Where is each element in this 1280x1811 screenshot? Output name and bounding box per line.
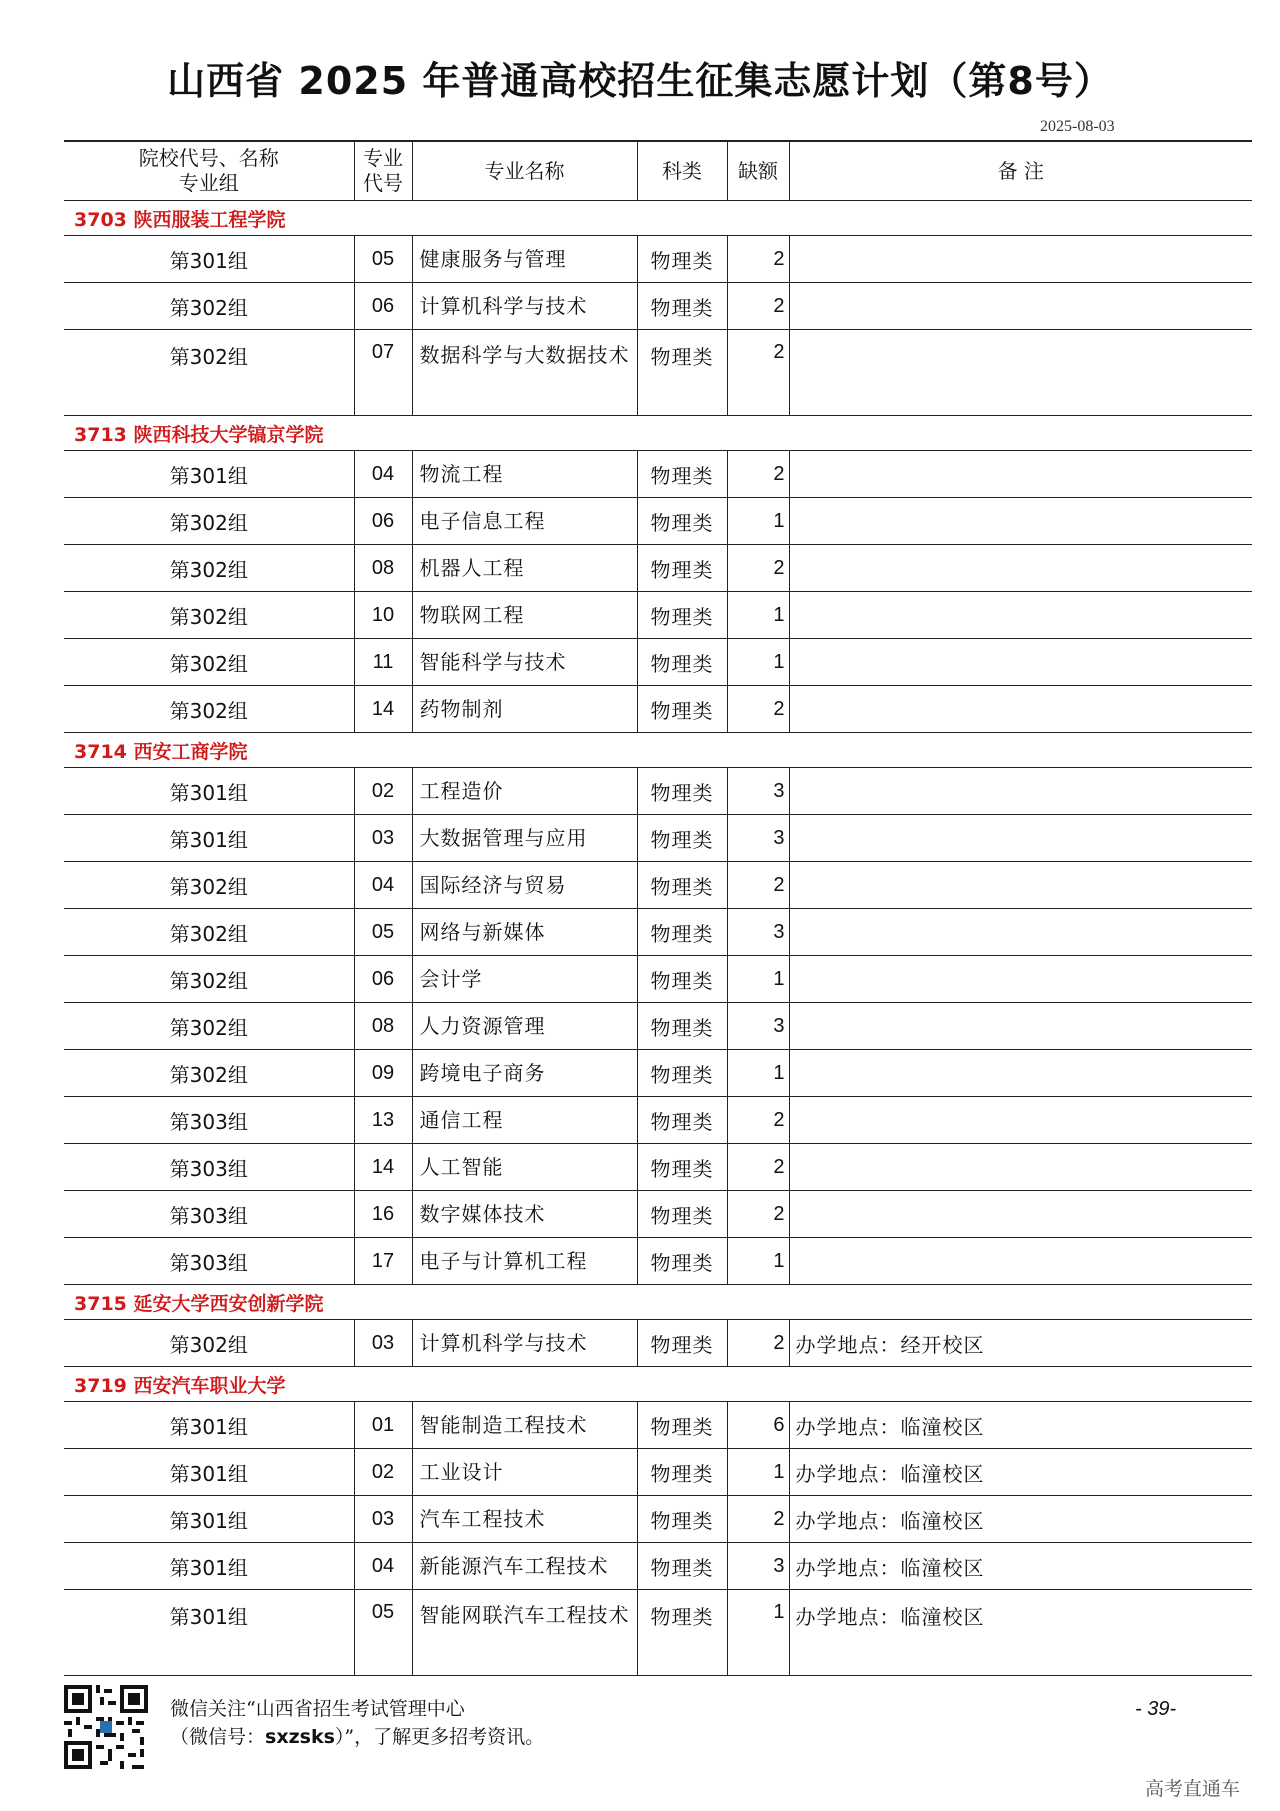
major-name-cell: 计算机科学与技术: [412, 1320, 637, 1367]
note-cell: [789, 545, 1252, 592]
major-name-cell: 计算机科学与技术: [412, 283, 637, 330]
major-name-cell: 电子与计算机工程: [412, 1238, 637, 1285]
vacancy-cell: 1: [727, 1590, 789, 1676]
school-section-header: [64, 733, 1252, 768]
vacancy-cell: 3: [727, 1003, 789, 1050]
table-row: [64, 283, 1252, 330]
major-name-cell: 数据科学与大数据技术: [412, 330, 637, 416]
note-cell: 办学地点：临潼校区: [789, 1449, 1252, 1496]
table-row: [64, 639, 1252, 686]
vacancy-cell: 1: [727, 1238, 789, 1285]
group-cell: 第301组: [64, 236, 354, 283]
major-name-cell: 数字媒体技术: [412, 1191, 637, 1238]
vacancy-cell: 2: [727, 1320, 789, 1367]
group-cell: 第302组: [64, 545, 354, 592]
major-code-cell: 06: [354, 498, 412, 545]
table-row: [64, 1543, 1252, 1590]
note-cell: [789, 686, 1252, 733]
major-code-cell: 09: [354, 1050, 412, 1097]
note-cell: [789, 283, 1252, 330]
note-cell: 办学地点：临潼校区: [789, 1496, 1252, 1543]
table-row: [64, 1003, 1252, 1050]
header-school-line1: 院校代号、名称: [138, 146, 279, 170]
major-name-cell: 智能科学与技术: [412, 639, 637, 686]
group-cell: 第303组: [64, 1097, 354, 1144]
note-cell: [789, 498, 1252, 545]
table-row: [64, 1144, 1252, 1191]
major-name-cell: 人工智能: [412, 1144, 637, 1191]
category-cell: 物理类: [637, 956, 727, 1003]
table-row: [64, 768, 1252, 815]
major-code-cell: 02: [354, 768, 412, 815]
category-cell: 物理类: [637, 1238, 727, 1285]
table-row: [64, 1238, 1252, 1285]
note-cell: [789, 1191, 1252, 1238]
vacancy-cell: 2: [727, 1191, 789, 1238]
table-row: [64, 862, 1252, 909]
major-code-cell: 14: [354, 1144, 412, 1191]
category-cell: 物理类: [637, 283, 727, 330]
major-name-cell: 电子信息工程: [412, 498, 637, 545]
major-name-cell: 药物制剂: [412, 686, 637, 733]
header-school: [64, 141, 354, 201]
table-row: [64, 1496, 1252, 1543]
note-cell: [789, 1003, 1252, 1050]
note-cell: [789, 592, 1252, 639]
vacancy-cell: 2: [727, 686, 789, 733]
group-cell: 第301组: [64, 1496, 354, 1543]
table-header-row: [64, 141, 1252, 201]
major-code-cell: 11: [354, 639, 412, 686]
major-name-cell: 工程造价: [412, 768, 637, 815]
vacancy-cell: 1: [727, 1449, 789, 1496]
table-row: [64, 909, 1252, 956]
vacancy-cell: 3: [727, 909, 789, 956]
category-cell: 物理类: [637, 498, 727, 545]
category-cell: 物理类: [637, 909, 727, 956]
category-cell: 物理类: [637, 1003, 727, 1050]
group-cell: 第301组: [64, 451, 354, 498]
group-cell: 第302组: [64, 1003, 354, 1050]
major-code-cell: 06: [354, 956, 412, 1003]
vacancy-cell: 2: [727, 330, 789, 416]
major-name-cell: 新能源汽车工程技术: [412, 1543, 637, 1590]
page-title: 山西省 2025 年普通高校招生征集志愿计划（第8号）: [167, 59, 1113, 103]
major-name-cell: 汽车工程技术: [412, 1496, 637, 1543]
major-name-cell: 智能制造工程技术: [412, 1402, 637, 1449]
watermark: 高考直通车: [1145, 1778, 1241, 1800]
table-row: [64, 498, 1252, 545]
category-cell: 物理类: [637, 236, 727, 283]
major-code-cell: 17: [354, 1238, 412, 1285]
major-code-cell: 03: [354, 1496, 412, 1543]
vacancy-cell: 2: [727, 862, 789, 909]
major-name-cell: 通信工程: [412, 1097, 637, 1144]
publish-date: 2025-08-03: [1040, 118, 1115, 135]
major-name-cell: 智能网联汽车工程技术: [412, 1590, 637, 1676]
page-number: - 39-: [1135, 1698, 1177, 1720]
major-code-cell: 01: [354, 1402, 412, 1449]
group-cell: 第302组: [64, 330, 354, 416]
major-code-cell: 04: [354, 1543, 412, 1590]
vacancy-cell: 2: [727, 545, 789, 592]
major-name-cell: 机器人工程: [412, 545, 637, 592]
category-cell: 物理类: [637, 639, 727, 686]
group-cell: 第302组: [64, 686, 354, 733]
table-row: [64, 451, 1252, 498]
major-name-cell: 国际经济与贸易: [412, 862, 637, 909]
note-cell: [789, 862, 1252, 909]
category-cell: 物理类: [637, 768, 727, 815]
table-row: [64, 1320, 1252, 1367]
major-code-cell: 05: [354, 909, 412, 956]
header-code-line1: 专业: [363, 146, 403, 170]
table-row: [64, 1050, 1252, 1097]
major-code-cell: 08: [354, 1003, 412, 1050]
major-code-cell: 05: [354, 236, 412, 283]
vacancy-cell: 3: [727, 815, 789, 862]
footer-line2-prefix: （微信号：: [170, 1726, 266, 1748]
major-code-cell: 02: [354, 1449, 412, 1496]
vacancy-cell: 2: [727, 283, 789, 330]
group-cell: 第302组: [64, 592, 354, 639]
group-cell: 第302组: [64, 498, 354, 545]
note-cell: [789, 330, 1252, 416]
group-cell: 第301组: [64, 768, 354, 815]
group-cell: 第302组: [64, 862, 354, 909]
group-cell: 第303组: [64, 1238, 354, 1285]
group-cell: 第302组: [64, 1050, 354, 1097]
group-cell: 第302组: [64, 639, 354, 686]
vacancy-cell: 2: [727, 1144, 789, 1191]
school-name: 3715 延安大学西安创新学院: [64, 1285, 1252, 1320]
note-cell: [789, 909, 1252, 956]
note-cell: [789, 1144, 1252, 1191]
header-code-line2: 代号: [363, 171, 403, 195]
note-cell: 办学地点：临潼校区: [789, 1402, 1252, 1449]
major-code-cell: 10: [354, 592, 412, 639]
vacancy-cell: 2: [727, 236, 789, 283]
major-code-cell: 13: [354, 1097, 412, 1144]
group-cell: 第303组: [64, 1144, 354, 1191]
major-code-cell: 16: [354, 1191, 412, 1238]
table-row: [64, 1191, 1252, 1238]
vacancy-cell: 2: [727, 1496, 789, 1543]
major-code-cell: 03: [354, 1320, 412, 1367]
category-cell: 物理类: [637, 862, 727, 909]
table-row: [64, 330, 1252, 416]
category-cell: 物理类: [637, 1543, 727, 1590]
major-code-cell: 04: [354, 862, 412, 909]
category-cell: 物理类: [637, 1144, 727, 1191]
group-cell: 第301组: [64, 1590, 354, 1676]
group-cell: 第302组: [64, 956, 354, 1003]
major-name-cell: 大数据管理与应用: [412, 815, 637, 862]
note-cell: [789, 956, 1252, 1003]
category-cell: 物理类: [637, 1050, 727, 1097]
header-school-line2: 专业组: [178, 171, 239, 195]
table-row: [64, 236, 1252, 283]
group-cell: 第301组: [64, 1543, 354, 1590]
category-cell: 物理类: [637, 1402, 727, 1449]
note-cell: 办学地点：临潼校区: [789, 1590, 1252, 1676]
major-code-cell: 08: [354, 545, 412, 592]
major-name-cell: 工业设计: [412, 1449, 637, 1496]
school-section-header: [64, 1367, 1252, 1402]
header-vacancy: 缺额: [727, 141, 789, 201]
table-row: [64, 1097, 1252, 1144]
note-cell: [789, 1238, 1252, 1285]
table-row: [64, 1590, 1252, 1676]
header-code: [354, 141, 412, 201]
school-name: 3714 西安工商学院: [64, 733, 1252, 768]
note-cell: [789, 1097, 1252, 1144]
table-row: [64, 956, 1252, 1003]
major-code-cell: 05: [354, 1590, 412, 1676]
vacancy-cell: 1: [727, 1050, 789, 1097]
category-cell: 物理类: [637, 1496, 727, 1543]
vacancy-cell: 1: [727, 639, 789, 686]
qr-code-icon: [64, 1685, 148, 1769]
note-cell: [789, 768, 1252, 815]
footer-line2: [170, 1723, 544, 1751]
table-row: [64, 815, 1252, 862]
group-cell: 第301组: [64, 1402, 354, 1449]
vacancy-cell: 3: [727, 768, 789, 815]
major-name-cell: 网络与新媒体: [412, 909, 637, 956]
header-category: 科类: [637, 141, 727, 201]
major-code-cell: 07: [354, 330, 412, 416]
note-cell: [789, 236, 1252, 283]
major-name-cell: 物流工程: [412, 451, 637, 498]
category-cell: 物理类: [637, 592, 727, 639]
note-cell: [789, 815, 1252, 862]
footer-line1: 微信关注“山西省招生考试管理中心: [170, 1698, 465, 1720]
major-name-cell: 会计学: [412, 956, 637, 1003]
school-section-header: [64, 416, 1252, 451]
category-cell: 物理类: [637, 1320, 727, 1367]
note-cell: [789, 639, 1252, 686]
group-cell: 第301组: [64, 1449, 354, 1496]
school-name: 3703 陕西服装工程学院: [64, 201, 1252, 236]
category-cell: 物理类: [637, 1097, 727, 1144]
group-cell: 第302组: [64, 1320, 354, 1367]
category-cell: 物理类: [637, 1191, 727, 1238]
category-cell: 物理类: [637, 545, 727, 592]
group-cell: 第303组: [64, 1191, 354, 1238]
school-section-header: [64, 201, 1252, 236]
admission-plan-table: [64, 140, 1252, 1676]
note-cell: [789, 451, 1252, 498]
table-row: [64, 545, 1252, 592]
major-name-cell: 健康服务与管理: [412, 236, 637, 283]
table-row: [64, 592, 1252, 639]
major-code-cell: 03: [354, 815, 412, 862]
vacancy-cell: 1: [727, 592, 789, 639]
school-name: 3719 西安汽车职业大学: [64, 1367, 1252, 1402]
category-cell: 物理类: [637, 1590, 727, 1676]
major-name-cell: 跨境电子商务: [412, 1050, 637, 1097]
note-cell: 办学地点：临潼校区: [789, 1543, 1252, 1590]
footer-line2-suffix: ）”，了解更多招考资讯。: [334, 1726, 545, 1748]
major-name-cell: 人力资源管理: [412, 1003, 637, 1050]
vacancy-cell: 2: [727, 1097, 789, 1144]
vacancy-cell: 1: [727, 498, 789, 545]
footer-note: [170, 1695, 544, 1751]
header-major: 专业名称: [412, 141, 637, 201]
vacancy-cell: 1: [727, 956, 789, 1003]
table-row: [64, 1402, 1252, 1449]
header-note: 备 注: [789, 141, 1252, 201]
group-cell: 第302组: [64, 909, 354, 956]
major-code-cell: 04: [354, 451, 412, 498]
vacancy-cell: 2: [727, 451, 789, 498]
vacancy-cell: 3: [727, 1543, 789, 1590]
category-cell: 物理类: [637, 1449, 727, 1496]
group-cell: 第302组: [64, 283, 354, 330]
wechat-id: sxzsks: [265, 1726, 335, 1748]
major-code-cell: 14: [354, 686, 412, 733]
table-row: [64, 686, 1252, 733]
note-cell: 办学地点：经开校区: [789, 1320, 1252, 1367]
category-cell: 物理类: [637, 815, 727, 862]
table-row: [64, 1449, 1252, 1496]
category-cell: 物理类: [637, 686, 727, 733]
school-name: 3713 陕西科技大学镐京学院: [64, 416, 1252, 451]
school-section-header: [64, 1285, 1252, 1320]
note-cell: [789, 1050, 1252, 1097]
major-code-cell: 06: [354, 283, 412, 330]
vacancy-cell: 6: [727, 1402, 789, 1449]
table-body: [64, 201, 1252, 1676]
category-cell: 物理类: [637, 330, 727, 416]
major-name-cell: 物联网工程: [412, 592, 637, 639]
category-cell: 物理类: [637, 451, 727, 498]
group-cell: 第301组: [64, 815, 354, 862]
